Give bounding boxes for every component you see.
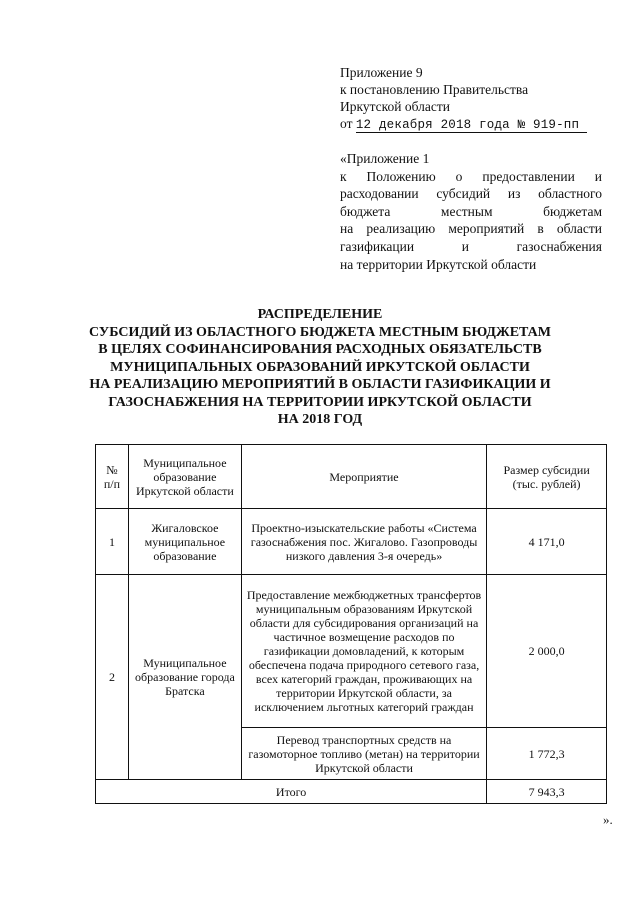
table-row: [96, 575, 607, 728]
closing-quote: ».: [603, 812, 613, 827]
title-line: РАСПРЕДЕЛЕНИЕ: [257, 307, 383, 322]
regulation-line: на территории Иркутской области: [340, 256, 537, 272]
appendix-region: Иркутской области: [340, 99, 451, 114]
regulation-line: бюджета местным бюджетам: [340, 203, 602, 219]
appendix-header: [340, 64, 602, 134]
row-measure: Предоставление межбюджетных трансфертов муниципальным образованиям Иркутской области для субсидирования организаций на частичное возмещение расходов по газификации домовладений, к которым обеспечена подача природного сетевого газа, всех категорий граждан, проживающих на территории Иркутской области, за исключением льготных категорий граждан: [241, 575, 486, 728]
row-amount: 4 171,0: [487, 509, 607, 575]
title-line: НА РЕАЛИЗАЦИЮ МЕРОПРИЯТИЙ В ОБЛАСТИ ГАЗИФИКАЦИИ И: [89, 377, 551, 392]
table-total-row: [96, 780, 607, 804]
regulation-line: к Положению о предоставлении и: [340, 168, 602, 184]
document-title: [60, 306, 580, 429]
header-num: № п/п: [96, 445, 129, 509]
date-prefix: от: [340, 116, 353, 131]
title-line: В ЦЕЛЯХ СОФИНАНСИРОВАНИЯ РАСХОДНЫХ ОБЯЗАТЕЛЬСТВ: [98, 342, 542, 357]
row-num: 1: [96, 509, 129, 575]
total-label: Итого: [96, 780, 487, 804]
subsidy-table: [95, 444, 607, 804]
row-amount: 2 000,0: [487, 575, 607, 728]
regulation-line: «Приложение 1: [340, 151, 430, 166]
row-municipality: Жигаловское муниципальное образование: [128, 509, 241, 575]
appendix-number: Приложение 9: [340, 65, 423, 80]
title-line: НА 2018 ГОД: [277, 412, 363, 427]
header-municipality: Муниципальное образование Иркутской области: [128, 445, 241, 509]
appendix-date-line: [340, 115, 602, 134]
header-amount: Размер субсидии (тыс. рублей): [487, 445, 607, 509]
row-municipality: Муниципальное образование города Братска: [128, 575, 241, 780]
row-amount: 1 772,3: [487, 728, 607, 780]
table-header-row: [96, 445, 607, 509]
header-measure: Мероприятие: [241, 445, 486, 509]
table-row: [96, 509, 607, 575]
decree-date: 12 декабря 2018 года № 919-пп: [356, 118, 587, 133]
appendix-decree: к постановлению Правительства: [340, 82, 529, 97]
regulation-line: расходовании субсидий из областного: [340, 186, 602, 202]
total-amount: 7 943,3: [487, 780, 607, 804]
row-measure: Перевод транспортных средств на газомоторное топливо (метан) на территории Иркутской области: [241, 728, 486, 780]
row-num: 2: [96, 575, 129, 780]
regulation-line: газификации и газоснабжения: [340, 238, 602, 254]
title-line: ГАЗОСНАБЖЕНИЯ НА ТЕРРИТОРИИ ИРКУТСКОЙ ОБЛАСТИ: [108, 394, 532, 410]
row-measure: Проектно-изыскательские работы «Система газоснабжения пос. Жигалово. Газопроводы низкого давления 3-я очередь»: [241, 509, 486, 575]
regulation-reference: [340, 150, 602, 273]
title-line: МУНИЦИПАЛЬНЫХ ОБРАЗОВАНИЙ ИРКУТСКОЙ ОБЛАСТИ: [110, 359, 530, 375]
title-line: СУБСИДИЙ ИЗ ОБЛАСТНОГО БЮДЖЕТА МЕСТНЫМ БЮДЖЕТАМ: [89, 324, 551, 340]
regulation-line: на реализацию мероприятий в области: [340, 221, 602, 237]
